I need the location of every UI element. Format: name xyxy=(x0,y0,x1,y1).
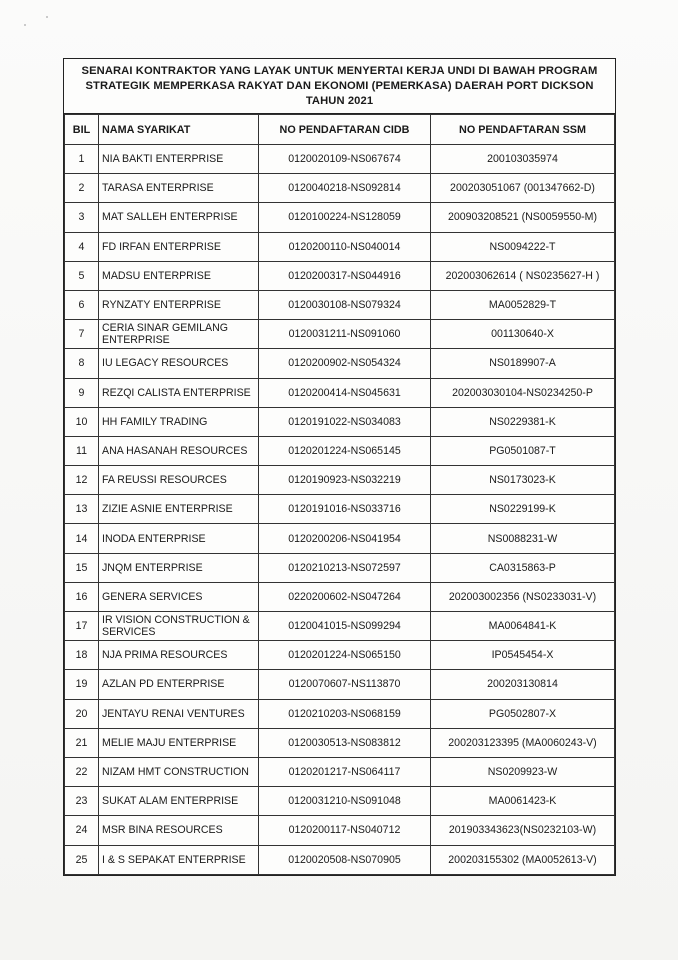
cell-no-pendaftaran-cidb: 0120191016-NS033716 xyxy=(259,495,431,524)
table-row xyxy=(65,845,615,874)
cell-no-pendaftaran-cidb: 0120031211-NS091060 xyxy=(259,320,431,349)
cell-no-pendaftaran-ssm: CA0315863-P xyxy=(431,553,615,582)
cell-no-pendaftaran-ssm: MA0052829-T xyxy=(431,290,615,319)
cell-no-pendaftaran-ssm: 202003002356 (NS0233031-V) xyxy=(431,582,615,611)
cell-nama-syarikat: AZLAN PD ENTERPRISE xyxy=(99,670,259,699)
cell-no-pendaftaran-cidb: 0120041015-NS099294 xyxy=(259,612,431,641)
cell-no-pendaftaran-cidb: 0120200206-NS041954 xyxy=(259,524,431,553)
cell-no-pendaftaran-cidb: 0120020109-NS067674 xyxy=(259,145,431,174)
cell-nama-syarikat: NIZAM HMT CONSTRUCTION xyxy=(99,757,259,786)
cell-no-pendaftaran-cidb: 0120190923-NS032219 xyxy=(259,466,431,495)
cell-bil: 18 xyxy=(65,641,99,670)
cell-bil: 11 xyxy=(65,436,99,465)
cell-bil: 9 xyxy=(65,378,99,407)
cell-nama-syarikat: JNQM ENTERPRISE xyxy=(99,553,259,582)
cell-no-pendaftaran-cidb: 0120020508-NS070905 xyxy=(259,845,431,874)
cell-nama-syarikat: ZIZIE ASNIE ENTERPRISE xyxy=(99,495,259,524)
cell-bil: 10 xyxy=(65,407,99,436)
header-nama-syarikat: NAMA SYARIKAT xyxy=(99,115,259,145)
cell-nama-syarikat: MELIE MAJU ENTERPRISE xyxy=(99,728,259,757)
cell-bil: 8 xyxy=(65,349,99,378)
cell-no-pendaftaran-cidb: 0120070607-NS113870 xyxy=(259,670,431,699)
cell-no-pendaftaran-cidb: 0120030108-NS079324 xyxy=(259,290,431,319)
table-row xyxy=(65,553,615,582)
title-line-3: TAHUN 2021 xyxy=(305,95,374,107)
table-row xyxy=(65,174,615,203)
contractor-table xyxy=(64,114,615,875)
cell-nama-syarikat: FA REUSSI RESOURCES xyxy=(99,466,259,495)
cell-no-pendaftaran-ssm: NS0229381-K xyxy=(431,407,615,436)
cell-nama-syarikat: JENTAYU RENAI VENTURES xyxy=(99,699,259,728)
cell-no-pendaftaran-ssm: IP0545454-X xyxy=(431,641,615,670)
cell-nama-syarikat: RYNZATY ENTERPRISE xyxy=(99,290,259,319)
table-row xyxy=(65,670,615,699)
cell-bil: 3 xyxy=(65,203,99,232)
cell-nama-syarikat: REZQI CALISTA ENTERPRISE xyxy=(99,378,259,407)
table-header-row xyxy=(65,115,615,145)
cell-bil: 1 xyxy=(65,145,99,174)
cell-nama-syarikat: TARASA ENTERPRISE xyxy=(99,174,259,203)
header-bil: BIL xyxy=(65,115,99,145)
cell-nama-syarikat: GENERA SERVICES xyxy=(99,582,259,611)
table-row xyxy=(65,757,615,786)
cell-nama-syarikat: ANA HASANAH RESOURCES xyxy=(99,436,259,465)
cell-no-pendaftaran-cidb: 0120201224-NS065150 xyxy=(259,641,431,670)
cell-bil: 19 xyxy=(65,670,99,699)
cell-no-pendaftaran-cidb: 0120201224-NS065145 xyxy=(259,436,431,465)
cell-no-pendaftaran-ssm: PG0502807-X xyxy=(431,699,615,728)
cell-bil: 14 xyxy=(65,524,99,553)
cell-no-pendaftaran-cidb: 0120040218-NS092814 xyxy=(259,174,431,203)
cell-no-pendaftaran-ssm: NS0094222-T xyxy=(431,232,615,261)
cell-no-pendaftaran-cidb: 0120031210-NS091048 xyxy=(259,787,431,816)
table-row xyxy=(65,641,615,670)
scan-speck xyxy=(46,16,48,18)
cell-no-pendaftaran-cidb: 0120200117-NS040712 xyxy=(259,816,431,845)
cell-no-pendaftaran-ssm: MA0064841-K xyxy=(431,612,615,641)
contractor-list-document xyxy=(63,58,616,876)
cell-nama-syarikat: NJA PRIMA RESOURCES xyxy=(99,641,259,670)
cell-no-pendaftaran-cidb: 0120191022-NS034083 xyxy=(259,407,431,436)
cell-no-pendaftaran-ssm: MA0061423-K xyxy=(431,787,615,816)
cell-no-pendaftaran-ssm: NS0209923-W xyxy=(431,757,615,786)
table-row xyxy=(65,466,615,495)
cell-bil: 4 xyxy=(65,232,99,261)
cell-bil: 13 xyxy=(65,495,99,524)
table-row xyxy=(65,582,615,611)
cell-no-pendaftaran-cidb: 0120210213-NS072597 xyxy=(259,553,431,582)
cell-nama-syarikat: IR VISION CONSTRUCTION & SERVICES xyxy=(99,612,259,641)
cell-no-pendaftaran-ssm: PG0501087-T xyxy=(431,436,615,465)
cell-bil: 16 xyxy=(65,582,99,611)
table-row xyxy=(65,699,615,728)
cell-no-pendaftaran-ssm: 200903208521 (NS0059550-M) xyxy=(431,203,615,232)
cell-no-pendaftaran-cidb: 0120200414-NS045631 xyxy=(259,378,431,407)
cell-bil: 15 xyxy=(65,553,99,582)
document-title xyxy=(64,59,615,114)
table-row xyxy=(65,728,615,757)
header-no-pendaftaran-ssm: NO PENDAFTARAN SSM xyxy=(431,115,615,145)
cell-nama-syarikat: IU LEGACY RESOURCES xyxy=(99,349,259,378)
cell-no-pendaftaran-ssm: 200203051067 (001347662-D) xyxy=(431,174,615,203)
cell-no-pendaftaran-cidb: 0120200317-NS044916 xyxy=(259,261,431,290)
table-row xyxy=(65,349,615,378)
cell-no-pendaftaran-ssm: NS0088231-W xyxy=(431,524,615,553)
cell-no-pendaftaran-cidb: 0120200902-NS054324 xyxy=(259,349,431,378)
cell-no-pendaftaran-ssm: NS0189907-A xyxy=(431,349,615,378)
title-line-2: STRATEGIK MEMPERKASA RAKYAT DAN EKONOMI (PEMERKASA) DAERAH PORT DICKSON xyxy=(85,80,594,92)
cell-no-pendaftaran-ssm: 200203123395 (MA0060243-V) xyxy=(431,728,615,757)
cell-no-pendaftaran-cidb: 0120210203-NS068159 xyxy=(259,699,431,728)
cell-bil: 17 xyxy=(65,612,99,641)
cell-no-pendaftaran-ssm: 001130640-X xyxy=(431,320,615,349)
cell-nama-syarikat: FD IRFAN ENTERPRISE xyxy=(99,232,259,261)
table-row xyxy=(65,612,615,641)
table-row xyxy=(65,378,615,407)
cell-no-pendaftaran-ssm: NS0229199-K xyxy=(431,495,615,524)
cell-bil: 12 xyxy=(65,466,99,495)
table-row xyxy=(65,407,615,436)
scan-speck xyxy=(24,24,26,26)
table-row xyxy=(65,816,615,845)
cell-no-pendaftaran-cidb: 0220200602-NS047264 xyxy=(259,582,431,611)
title-line-1: SENARAI KONTRAKTOR YANG LAYAK UNTUK MENYERTAI KERJA UNDI DI BAWAH PROGRAM xyxy=(81,65,598,77)
table-row xyxy=(65,495,615,524)
cell-no-pendaftaran-ssm: 201903343623(NS0232103-W) xyxy=(431,816,615,845)
cell-nama-syarikat: MAT SALLEH ENTERPRISE xyxy=(99,203,259,232)
cell-nama-syarikat: MADSU ENTERPRISE xyxy=(99,261,259,290)
cell-no-pendaftaran-ssm: 202003030104-NS0234250-P xyxy=(431,378,615,407)
header-no-pendaftaran-cidb: NO PENDAFTARAN CIDB xyxy=(259,115,431,145)
table-row xyxy=(65,261,615,290)
table-row xyxy=(65,436,615,465)
cell-no-pendaftaran-cidb: 0120100224-NS128059 xyxy=(259,203,431,232)
cell-no-pendaftaran-ssm: NS0173023-K xyxy=(431,466,615,495)
cell-bil: 23 xyxy=(65,787,99,816)
table-row xyxy=(65,320,615,349)
cell-no-pendaftaran-ssm: 200203130814 xyxy=(431,670,615,699)
cell-bil: 24 xyxy=(65,816,99,845)
cell-nama-syarikat: NIA BAKTI ENTERPRISE xyxy=(99,145,259,174)
cell-nama-syarikat: HH FAMILY TRADING xyxy=(99,407,259,436)
cell-nama-syarikat: I & S SEPAKAT ENTERPRISE xyxy=(99,845,259,874)
cell-nama-syarikat: SUKAT ALAM ENTERPRISE xyxy=(99,787,259,816)
cell-bil: 25 xyxy=(65,845,99,874)
table-row xyxy=(65,524,615,553)
cell-nama-syarikat: MSR BINA RESOURCES xyxy=(99,816,259,845)
cell-bil: 2 xyxy=(65,174,99,203)
cell-bil: 6 xyxy=(65,290,99,319)
cell-bil: 21 xyxy=(65,728,99,757)
cell-bil: 7 xyxy=(65,320,99,349)
cell-no-pendaftaran-cidb: 0120201217-NS064117 xyxy=(259,757,431,786)
table-row xyxy=(65,203,615,232)
table-row xyxy=(65,145,615,174)
cell-nama-syarikat: CERIA SINAR GEMILANG ENTERPRISE xyxy=(99,320,259,349)
table-row xyxy=(65,787,615,816)
cell-nama-syarikat: INODA ENTERPRISE xyxy=(99,524,259,553)
cell-no-pendaftaran-ssm: 202003062614 ( NS0235627-H ) xyxy=(431,261,615,290)
cell-no-pendaftaran-ssm: 200203155302 (MA0052613-V) xyxy=(431,845,615,874)
cell-no-pendaftaran-ssm: 200103035974 xyxy=(431,145,615,174)
cell-no-pendaftaran-cidb: 0120030513-NS083812 xyxy=(259,728,431,757)
cell-bil: 22 xyxy=(65,757,99,786)
table-row xyxy=(65,290,615,319)
cell-no-pendaftaran-cidb: 0120200110-NS040014 xyxy=(259,232,431,261)
cell-bil: 5 xyxy=(65,261,99,290)
cell-bil: 20 xyxy=(65,699,99,728)
table-row xyxy=(65,232,615,261)
